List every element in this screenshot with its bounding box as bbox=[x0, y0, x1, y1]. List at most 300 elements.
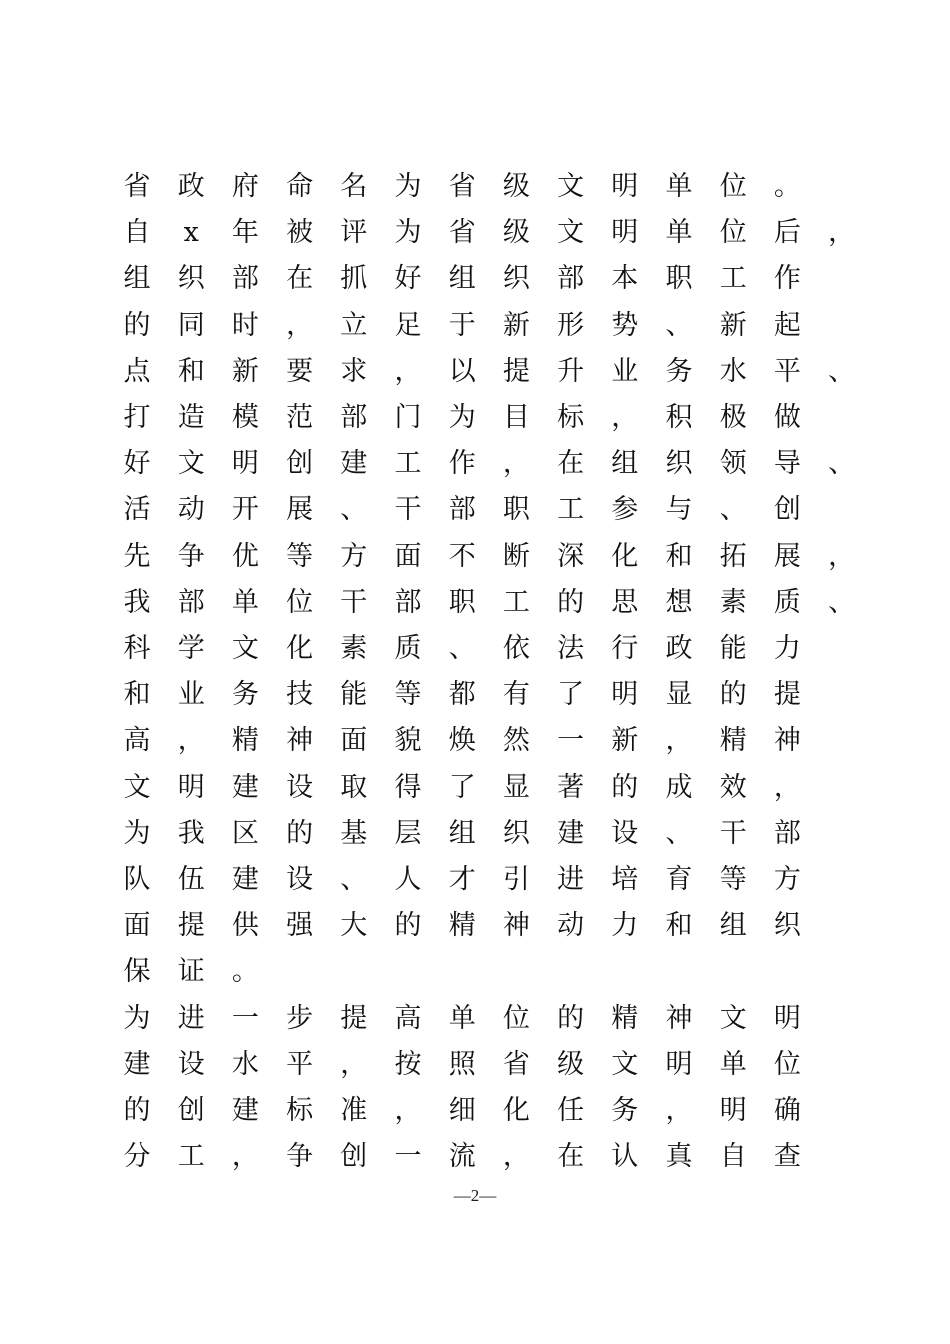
text-char: 积 bbox=[665, 402, 693, 433]
text-char: 。 bbox=[231, 956, 259, 988]
text-char: 政 bbox=[177, 171, 205, 202]
text-char: 后 bbox=[773, 217, 801, 249]
text-char: 目 bbox=[502, 402, 530, 433]
text-char: 等 bbox=[286, 540, 314, 572]
text-char: 以 bbox=[448, 355, 476, 387]
text-char: 质 bbox=[394, 633, 422, 664]
text-char: 按 bbox=[394, 1048, 422, 1080]
text-char: 文 bbox=[231, 633, 259, 664]
text-char: 照 bbox=[448, 1048, 476, 1080]
text-char: 、 bbox=[828, 355, 856, 387]
text-char: 、 bbox=[665, 817, 693, 849]
text-char: 工 bbox=[719, 263, 747, 295]
text-char: 自 bbox=[719, 1141, 747, 1173]
text-char: 工 bbox=[557, 494, 585, 526]
text-char: 文 bbox=[177, 448, 205, 480]
text-char: 干 bbox=[719, 817, 747, 849]
text-char: 队 bbox=[123, 864, 151, 895]
text-char: ， bbox=[177, 725, 205, 757]
text-char: 务 bbox=[231, 679, 259, 711]
text-char: 优 bbox=[231, 540, 259, 572]
text-char: 省 bbox=[448, 217, 476, 249]
text-char: 级 bbox=[557, 1048, 585, 1080]
text-line bbox=[0, 444, 950, 484]
text-char: 文 bbox=[123, 771, 151, 803]
text-char: 认 bbox=[611, 1141, 639, 1173]
text-char: 点 bbox=[123, 355, 151, 387]
text-line bbox=[0, 537, 950, 577]
text-char: 层 bbox=[394, 817, 422, 849]
text-char: 于 bbox=[448, 309, 476, 341]
text-char: x bbox=[183, 217, 199, 249]
text-char: 查 bbox=[773, 1141, 801, 1173]
text-char: 省 bbox=[448, 171, 476, 202]
text-char: 好 bbox=[394, 263, 422, 295]
text-char: 设 bbox=[286, 864, 314, 895]
text-char: 取 bbox=[340, 771, 368, 803]
text-char: 的 bbox=[394, 910, 422, 942]
text-char: 的 bbox=[557, 1002, 585, 1034]
text-char: 基 bbox=[340, 817, 368, 849]
text-char: 化 bbox=[611, 540, 639, 572]
text-char: 方 bbox=[340, 540, 368, 572]
text-char: 明 bbox=[177, 771, 205, 803]
text-char: 足 bbox=[394, 309, 422, 341]
text-char: 组 bbox=[719, 910, 747, 942]
text-char: 抓 bbox=[340, 263, 368, 295]
text-char: 学 bbox=[177, 633, 205, 664]
text-char: 设 bbox=[286, 771, 314, 803]
text-char: 好 bbox=[123, 448, 151, 480]
text-char: 育 bbox=[665, 864, 693, 895]
text-char: 、 bbox=[448, 633, 476, 664]
text-char: 部 bbox=[394, 586, 422, 618]
text-char: 精 bbox=[611, 1002, 639, 1034]
text-char: 立 bbox=[340, 309, 368, 341]
text-char: 准 bbox=[340, 1095, 368, 1126]
text-char: 等 bbox=[719, 864, 747, 895]
text-char: 了 bbox=[557, 679, 585, 711]
text-char: 证 bbox=[177, 956, 205, 988]
text-char: 进 bbox=[177, 1002, 205, 1034]
text-char: 标 bbox=[286, 1095, 314, 1126]
text-char: 提 bbox=[502, 355, 530, 387]
text-char: 不 bbox=[448, 540, 476, 572]
text-char: ， bbox=[340, 1048, 368, 1080]
text-char: 得 bbox=[394, 771, 422, 803]
text-line bbox=[0, 259, 950, 299]
text-char: 起 bbox=[773, 309, 801, 341]
text-char: ， bbox=[828, 217, 856, 249]
text-char: 为 bbox=[448, 402, 476, 433]
text-char: 都 bbox=[448, 679, 476, 711]
text-char: 水 bbox=[719, 355, 747, 387]
text-char: 貌 bbox=[394, 725, 422, 757]
text-char: 能 bbox=[340, 679, 368, 711]
text-char: 组 bbox=[611, 448, 639, 480]
text-char: ， bbox=[665, 725, 693, 757]
text-char: 断 bbox=[502, 540, 530, 572]
text-char: 同 bbox=[177, 309, 205, 341]
text-char: 先 bbox=[123, 540, 151, 572]
text-char: 面 bbox=[340, 725, 368, 757]
text-char: 精 bbox=[719, 725, 747, 757]
text-char: 部 bbox=[231, 263, 259, 295]
text-char: 单 bbox=[719, 1048, 747, 1080]
text-char: 在 bbox=[557, 1141, 585, 1173]
text-char: 参 bbox=[611, 494, 639, 526]
text-char: 省 bbox=[502, 1048, 530, 1080]
text-char: 保 bbox=[123, 956, 151, 988]
text-char: 升 bbox=[557, 355, 585, 387]
text-char: 想 bbox=[665, 586, 693, 618]
text-char: 新 bbox=[502, 309, 530, 341]
text-char: 了 bbox=[448, 771, 476, 803]
text-char: 府 bbox=[231, 171, 259, 202]
text-char: 明 bbox=[611, 217, 639, 249]
text-char: 明 bbox=[611, 679, 639, 711]
text-char: 化 bbox=[502, 1095, 530, 1126]
text-char: 化 bbox=[286, 633, 314, 664]
text-line bbox=[0, 490, 950, 530]
text-char: 要 bbox=[286, 355, 314, 387]
text-char: 明 bbox=[611, 171, 639, 202]
text-char: 展 bbox=[773, 540, 801, 572]
text-char: 的 bbox=[123, 1095, 151, 1126]
text-char: 职 bbox=[448, 586, 476, 618]
text-char: 的 bbox=[123, 309, 151, 341]
text-char: 的 bbox=[611, 771, 639, 803]
text-char: 为 bbox=[394, 171, 422, 202]
text-char: 极 bbox=[719, 402, 747, 433]
page-number: —2— bbox=[453, 1186, 497, 1205]
text-char: ， bbox=[286, 309, 314, 341]
text-char: ， bbox=[773, 771, 801, 803]
text-char: 新 bbox=[719, 309, 747, 341]
text-char: 时 bbox=[231, 309, 259, 341]
text-char: ， bbox=[231, 1141, 259, 1173]
text-char: 。 bbox=[773, 171, 801, 202]
text-char: 有 bbox=[502, 679, 530, 711]
text-char: 强 bbox=[286, 910, 314, 942]
text-char: 深 bbox=[557, 540, 585, 572]
text-char: 本 bbox=[611, 263, 639, 295]
text-char: 组 bbox=[448, 817, 476, 849]
text-char: 设 bbox=[611, 817, 639, 849]
text-char: 步 bbox=[286, 1002, 314, 1034]
text-char: 为 bbox=[123, 1002, 151, 1034]
text-char: ， bbox=[502, 448, 530, 480]
text-char: 行 bbox=[611, 633, 639, 664]
text-char: 我 bbox=[177, 817, 205, 849]
text-line bbox=[0, 906, 950, 946]
text-char: 引 bbox=[502, 864, 530, 895]
text-char: 单 bbox=[665, 171, 693, 202]
text-char: 精 bbox=[231, 725, 259, 757]
text-line bbox=[0, 768, 950, 808]
text-char: 模 bbox=[231, 402, 259, 433]
text-char: 细 bbox=[448, 1095, 476, 1126]
text-char: ， bbox=[665, 1095, 693, 1126]
text-line bbox=[0, 721, 950, 761]
text-char: 组 bbox=[448, 263, 476, 295]
text-line bbox=[0, 675, 950, 715]
text-char: 导 bbox=[773, 448, 801, 480]
text-char: ， bbox=[828, 540, 856, 572]
text-char: 面 bbox=[394, 540, 422, 572]
text-line bbox=[0, 583, 950, 623]
text-char: 流 bbox=[448, 1141, 476, 1173]
text-char: 命 bbox=[286, 171, 314, 202]
text-char: 提 bbox=[340, 1002, 368, 1034]
text-char: 成 bbox=[665, 771, 693, 803]
text-char: 分 bbox=[123, 1141, 151, 1173]
text-char: 明 bbox=[719, 1095, 747, 1126]
text-char: 神 bbox=[286, 725, 314, 757]
text-char: 依 bbox=[502, 633, 530, 664]
text-char: 大 bbox=[340, 910, 368, 942]
text-char: 作 bbox=[448, 448, 476, 480]
text-char: 、 bbox=[719, 494, 747, 526]
text-char: 位 bbox=[773, 1048, 801, 1080]
text-char: 素 bbox=[340, 633, 368, 664]
text-char: 一 bbox=[394, 1141, 422, 1173]
text-char: 建 bbox=[231, 864, 259, 895]
text-char: 在 bbox=[286, 263, 314, 295]
text-char: 级 bbox=[502, 217, 530, 249]
text-char: 建 bbox=[231, 1095, 259, 1126]
text-char: 名 bbox=[340, 171, 368, 202]
text-char: 活 bbox=[123, 494, 151, 526]
text-line bbox=[0, 629, 950, 669]
text-char: 我 bbox=[123, 586, 151, 618]
text-line bbox=[0, 1137, 950, 1177]
text-char: 著 bbox=[557, 771, 585, 803]
text-char: 培 bbox=[611, 864, 639, 895]
text-line bbox=[0, 1091, 950, 1131]
text-char: 人 bbox=[394, 864, 422, 895]
text-char: 、 bbox=[828, 586, 856, 618]
text-char: 方 bbox=[773, 864, 801, 895]
text-char: 创 bbox=[773, 494, 801, 526]
text-char: 部 bbox=[177, 586, 205, 618]
text-char: 标 bbox=[557, 402, 585, 433]
text-char: 、 bbox=[340, 494, 368, 526]
text-char: 高 bbox=[394, 1002, 422, 1034]
text-char: 织 bbox=[177, 263, 205, 295]
text-char: 单 bbox=[231, 586, 259, 618]
text-char: 位 bbox=[719, 217, 747, 249]
text-char: 等 bbox=[394, 679, 422, 711]
text-char: 政 bbox=[665, 633, 693, 664]
text-char: 创 bbox=[286, 448, 314, 480]
text-char: ， bbox=[502, 1141, 530, 1173]
text-line bbox=[0, 860, 950, 900]
text-char: 、 bbox=[828, 448, 856, 480]
text-char: 动 bbox=[557, 910, 585, 942]
text-char: 业 bbox=[177, 679, 205, 711]
text-char: 评 bbox=[340, 217, 368, 249]
text-char: 文 bbox=[557, 217, 585, 249]
text-char: 务 bbox=[611, 1095, 639, 1126]
text-char: 被 bbox=[286, 217, 314, 249]
text-char: 才 bbox=[448, 864, 476, 895]
text-line bbox=[0, 213, 950, 253]
text-char: 明 bbox=[773, 1002, 801, 1034]
text-char: 一 bbox=[231, 1002, 259, 1034]
text-char: 织 bbox=[502, 263, 530, 295]
text-char: 神 bbox=[665, 1002, 693, 1034]
text-char: 水 bbox=[231, 1048, 259, 1080]
text-char: 焕 bbox=[448, 725, 476, 757]
text-line bbox=[0, 999, 950, 1039]
text-char: ， bbox=[394, 355, 422, 387]
text-char: 单 bbox=[448, 1002, 476, 1034]
text-char: 精 bbox=[448, 910, 476, 942]
text-char: ， bbox=[611, 402, 639, 433]
text-char: 、 bbox=[340, 864, 368, 895]
text-char: 建 bbox=[340, 448, 368, 480]
text-char: 的 bbox=[719, 679, 747, 711]
text-char: 势 bbox=[611, 309, 639, 341]
text-char: 位 bbox=[719, 171, 747, 202]
text-char: 建 bbox=[231, 771, 259, 803]
text-char: 建 bbox=[557, 817, 585, 849]
text-char: 进 bbox=[557, 864, 585, 895]
text-char: ， bbox=[394, 1095, 422, 1126]
text-char: 级 bbox=[502, 171, 530, 202]
text-line bbox=[0, 398, 950, 438]
text-char: 的 bbox=[286, 817, 314, 849]
text-char: 和 bbox=[177, 355, 205, 387]
text-char: 平 bbox=[286, 1048, 314, 1080]
text-char: 形 bbox=[557, 309, 585, 341]
text-char: 新 bbox=[231, 355, 259, 387]
text-char: 求 bbox=[340, 355, 368, 387]
text-char: 干 bbox=[394, 494, 422, 526]
text-char: 展 bbox=[286, 494, 314, 526]
text-char: 部 bbox=[557, 263, 585, 295]
text-char: 法 bbox=[557, 633, 585, 664]
text-char: 、 bbox=[665, 309, 693, 341]
text-char: 位 bbox=[502, 1002, 530, 1034]
text-char: 文 bbox=[611, 1048, 639, 1080]
text-char: 工 bbox=[177, 1141, 205, 1173]
text-char: 工 bbox=[502, 586, 530, 618]
text-char: 确 bbox=[773, 1095, 801, 1126]
text-char: 和 bbox=[665, 540, 693, 572]
text-char: 面 bbox=[123, 910, 151, 942]
text-char: 提 bbox=[773, 679, 801, 711]
text-char: 动 bbox=[177, 494, 205, 526]
text-char: 技 bbox=[286, 679, 314, 711]
text-char: 创 bbox=[340, 1141, 368, 1173]
text-char: 明 bbox=[665, 1048, 693, 1080]
text-char: 能 bbox=[719, 633, 747, 664]
text-line bbox=[0, 352, 950, 392]
text-char: 平 bbox=[773, 355, 801, 387]
text-char: 和 bbox=[665, 910, 693, 942]
text-char: 干 bbox=[340, 586, 368, 618]
text-char: 年 bbox=[231, 217, 259, 249]
text-char: 领 bbox=[719, 448, 747, 480]
text-char: 为 bbox=[123, 817, 151, 849]
text-char: 力 bbox=[773, 633, 801, 664]
text-char: 部 bbox=[773, 817, 801, 849]
text-char: 门 bbox=[394, 402, 422, 433]
text-char: 在 bbox=[557, 448, 585, 480]
text-line bbox=[0, 814, 950, 854]
text-char: 一 bbox=[557, 725, 585, 757]
text-char: 范 bbox=[286, 402, 314, 433]
text-char: 与 bbox=[665, 494, 693, 526]
text-char: 真 bbox=[665, 1141, 693, 1173]
text-char: 职 bbox=[502, 494, 530, 526]
text-char: 造 bbox=[177, 402, 205, 433]
text-char: 供 bbox=[231, 910, 259, 942]
text-char: 务 bbox=[665, 355, 693, 387]
text-char: 位 bbox=[286, 586, 314, 618]
text-char: 争 bbox=[286, 1141, 314, 1173]
text-char: 神 bbox=[773, 725, 801, 757]
text-line bbox=[0, 952, 950, 992]
text-char: 业 bbox=[611, 355, 639, 387]
text-char: 打 bbox=[123, 402, 151, 433]
text-char: 效 bbox=[719, 771, 747, 803]
text-char: 任 bbox=[557, 1095, 585, 1126]
text-char: 文 bbox=[557, 171, 585, 202]
text-char: 素 bbox=[719, 586, 747, 618]
text-char: 质 bbox=[773, 586, 801, 618]
text-char: 工 bbox=[394, 448, 422, 480]
text-char: 显 bbox=[502, 771, 530, 803]
text-char: 为 bbox=[394, 217, 422, 249]
text-char: 开 bbox=[231, 494, 259, 526]
text-char: 设 bbox=[177, 1048, 205, 1080]
text-char: 组 bbox=[123, 263, 151, 295]
text-char: 单 bbox=[665, 217, 693, 249]
text-char: 力 bbox=[611, 910, 639, 942]
text-char: 文 bbox=[719, 1002, 747, 1034]
text-char: 织 bbox=[665, 448, 693, 480]
text-char: 提 bbox=[177, 910, 205, 942]
text-char: 区 bbox=[231, 817, 259, 849]
text-char: 然 bbox=[502, 725, 530, 757]
text-char: 省 bbox=[123, 171, 151, 202]
text-char: 伍 bbox=[177, 864, 205, 895]
text-char: 显 bbox=[665, 679, 693, 711]
text-char: 和 bbox=[123, 679, 151, 711]
text-char: 创 bbox=[177, 1095, 205, 1126]
text-char: 做 bbox=[773, 402, 801, 433]
text-char: 自 bbox=[123, 217, 151, 249]
text-char: 作 bbox=[773, 263, 801, 295]
text-char: 建 bbox=[123, 1048, 151, 1080]
text-char: 争 bbox=[177, 540, 205, 572]
text-char: 拓 bbox=[719, 540, 747, 572]
text-char: 科 bbox=[123, 633, 151, 664]
text-line bbox=[0, 1045, 950, 1085]
text-char: 神 bbox=[502, 910, 530, 942]
text-char: 部 bbox=[340, 402, 368, 433]
text-char: 职 bbox=[665, 263, 693, 295]
text-char: 新 bbox=[611, 725, 639, 757]
text-char: 织 bbox=[773, 910, 801, 942]
text-char: 的 bbox=[557, 586, 585, 618]
text-char: 明 bbox=[231, 448, 259, 480]
text-char: 思 bbox=[611, 586, 639, 618]
text-char: 高 bbox=[123, 725, 151, 757]
